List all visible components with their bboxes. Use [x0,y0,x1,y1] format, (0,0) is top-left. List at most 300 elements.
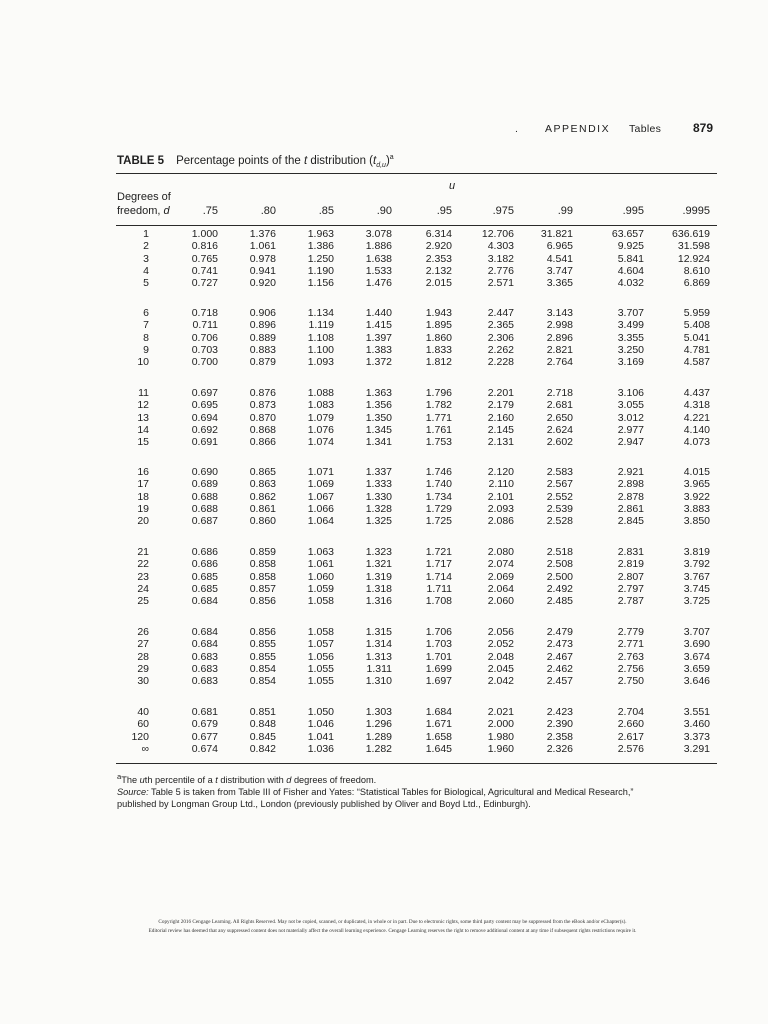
running-head-dot: . [515,123,520,135]
table-row [0,595,768,607]
value-cell: 3.250 [617,343,644,356]
value-cell: 1.108 [307,331,334,344]
value-cell: 3.922 [683,490,710,503]
value-cell: 1.383 [365,343,392,356]
value-cell: 0.686 [191,558,218,571]
row-group [0,307,768,368]
value-cell: 1.886 [365,240,392,253]
value-cell: 1.063 [307,546,334,558]
value-cell: 0.718 [191,307,218,319]
degrees-of-freedom-cell: 8 [143,331,149,344]
value-cell: 1.386 [307,240,334,253]
value-cell: 2.042 [487,675,514,687]
footnote-text-c: distribution with [217,775,287,786]
degrees-of-freedom-cell: 4 [143,264,149,277]
value-cell: 1.753 [425,436,452,448]
value-cell: 4.437 [683,387,710,399]
value-cell: 0.684 [191,638,218,651]
value-cell: 2.756 [617,662,644,675]
value-cell: 2.060 [487,595,514,607]
value-cell: 636.619 [672,228,710,240]
value-cell: 2.179 [487,399,514,412]
value-cell: 0.683 [191,662,218,675]
value-cell: 1.056 [307,650,334,663]
value-cell: 1.041 [307,730,334,743]
value-cell: 1.376 [249,228,276,240]
degrees-of-freedom-cell: 28 [137,650,149,663]
value-cell: 1.036 [307,742,334,755]
value-cell: 0.896 [249,319,276,332]
value-cell: 0.855 [249,638,276,651]
table-row [0,503,768,515]
degrees-of-freedom-cell: 19 [137,502,149,515]
degrees-of-freedom-cell: 20 [137,515,149,527]
value-cell: 2.898 [617,478,644,491]
value-cell: 0.854 [249,675,276,687]
value-cell: 2.660 [617,718,644,731]
footnote-text-e: degrees of freedom. [291,775,377,786]
table-row [0,638,768,650]
column-header: .80 [260,205,276,217]
value-cell: 31.598 [677,240,710,253]
value-cell: 2.447 [487,307,514,319]
value-cell: 1.076 [307,423,334,436]
footnote-t: t [215,775,218,786]
value-cell: 2.567 [546,478,573,491]
table-row [0,663,768,675]
value-cell: 1.761 [425,423,452,436]
value-cell: 1.323 [365,546,392,558]
table-row [0,344,768,356]
value-cell: 1.061 [307,558,334,571]
footnote-u: u [139,775,145,786]
table-row [0,743,768,755]
value-cell: 0.978 [249,252,276,265]
table-bottom-rule [116,763,717,764]
value-cell: 4.015 [683,466,710,478]
value-cell: 3.012 [617,411,644,424]
table-title-mid: distribution ( [307,154,373,167]
value-cell: 3.819 [683,546,710,558]
value-cell: 2.093 [487,502,514,515]
value-cell: 3.551 [683,706,710,718]
value-cell: 2.064 [487,582,514,595]
table-header-rule [116,225,717,226]
value-cell: 0.703 [191,343,218,356]
table-row [0,412,768,424]
value-cell: 4.140 [683,423,710,436]
value-cell: 3.674 [683,650,710,663]
value-cell: 0.845 [249,730,276,743]
value-cell: 3.182 [487,252,514,265]
value-cell: 6.869 [683,277,710,289]
value-cell: 1.714 [425,570,452,583]
degrees-of-freedom-cell: 5 [143,277,149,289]
degrees-of-freedom-cell: 6 [143,307,149,319]
table-row [0,277,768,289]
value-cell: 2.132 [425,264,452,277]
value-cell: 2.353 [425,252,452,265]
value-cell: 1.088 [307,387,334,399]
value-cell: 1.058 [307,595,334,607]
value-cell: 2.807 [617,570,644,583]
value-cell: 3.365 [546,277,573,289]
value-cell: 1.684 [425,706,452,718]
value-cell: 2.797 [617,582,644,595]
value-cell: 0.690 [191,466,218,478]
value-cell: 2.000 [487,718,514,731]
value-cell: 5.408 [683,319,710,332]
value-cell: 0.883 [249,343,276,356]
value-cell: 1.313 [365,650,392,663]
copyright-line2: Editorial review has deemed that any suppressed content does not materially affect the overall learning experience. Cengage Learning reserves the right to remove additional content at any time if subsequent rights restrictions require it. [148,928,637,934]
value-cell: 0.855 [249,650,276,663]
value-cell: 1.330 [365,490,392,503]
value-cell: 0.854 [249,662,276,675]
value-cell: 1.057 [307,638,334,651]
value-cell: 0.686 [191,546,218,558]
value-cell: 2.896 [546,331,573,344]
value-cell: 1.697 [425,675,452,687]
value-cell: 2.576 [617,742,644,755]
table-row [0,332,768,344]
value-cell: 2.160 [487,411,514,424]
source-line1: Table 5 is taken from Table III of Fisher and Yates: “Statistical Tables for Biological, Agricultural and Medical Research,” [148,787,634,798]
table-row [0,319,768,331]
value-cell: 1.943 [425,307,452,319]
degrees-of-freedom-cell: 29 [137,662,149,675]
value-cell: 8.610 [683,264,710,277]
value-cell: 3.725 [683,595,710,607]
value-cell: 1.699 [425,662,452,675]
column-header: .99 [557,205,573,217]
value-cell: 5.959 [683,307,710,319]
value-cell: 1.721 [425,546,452,558]
value-cell: 12.924 [677,252,710,265]
footnote-mark: a [117,772,122,781]
value-cell: 0.687 [191,515,218,527]
value-cell: 0.727 [191,277,218,289]
value-cell: 0.706 [191,331,218,344]
value-cell: 0.889 [249,331,276,344]
value-cell: 0.868 [249,423,276,436]
value-cell: 2.086 [487,515,514,527]
value-cell: 1.963 [307,228,334,240]
value-cell: 0.816 [191,240,218,253]
value-cell: 2.080 [487,546,514,558]
value-cell: 1.303 [365,706,392,718]
column-header: .75 [202,205,218,217]
table-row [0,307,768,319]
value-cell: 1.314 [365,638,392,651]
table-row [0,253,768,265]
value-cell: 1.058 [307,626,334,638]
value-cell: 1.960 [487,742,514,755]
value-cell: 3.373 [683,730,710,743]
degrees-of-freedom-cell: 27 [137,638,149,651]
value-cell: 6.314 [425,228,452,240]
table-row [0,651,768,663]
value-cell: 3.792 [683,558,710,571]
value-cell: 2.947 [617,436,644,448]
value-cell: 1.050 [307,706,334,718]
value-cell: 1.860 [425,331,452,344]
degrees-of-freedom-cell: 10 [137,356,149,368]
value-cell: 1.729 [425,502,452,515]
value-cell: 0.700 [191,356,218,368]
value-cell: 2.878 [617,490,644,503]
copyright-line1: Copyright 2016 Cengage Learning. All Rights Reserved. May not be copied, scanned, or duplicated, in whole or in part. Due to electronic rights, some third party content may be suppressed from the eBook and/or eChapter(s). [158,919,627,925]
value-cell: 4.303 [487,240,514,253]
value-cell: 1.067 [307,490,334,503]
value-cell: 1.100 [307,343,334,356]
degrees-of-freedom-cell: 30 [137,675,149,687]
value-cell: 5.841 [617,252,644,265]
value-cell: 1.321 [365,558,392,571]
value-cell: 1.833 [425,343,452,356]
value-cell: 2.228 [487,356,514,368]
value-cell: 2.845 [617,515,644,527]
value-cell: 1.706 [425,626,452,638]
copyright-notice [90,918,695,936]
value-cell: 1.289 [365,730,392,743]
value-cell: 2.120 [487,466,514,478]
value-cell: 3.143 [546,307,573,319]
dof-label-line2: freedom, [117,205,164,217]
value-cell: 0.689 [191,478,218,491]
table-row [0,399,768,411]
value-cell: 2.467 [546,650,573,663]
value-cell: 0.684 [191,626,218,638]
value-cell: 1.069 [307,478,334,491]
table-title-prefix: Percentage points of the [176,154,304,167]
value-cell: 0.691 [191,436,218,448]
value-cell: 2.787 [617,595,644,607]
value-cell: 2.821 [546,343,573,356]
value-cell: 1.328 [365,502,392,515]
value-cell: 12.706 [481,228,514,240]
value-cell: 1.282 [365,742,392,755]
source-line2: published by Longman Group Ltd., London (previously published by Oliver and Boyd Ltd., Edinburgh). [117,799,531,810]
degrees-of-freedom-cell: 120 [131,730,149,743]
value-cell: 1.071 [307,466,334,478]
degrees-of-freedom-cell: 13 [137,411,149,424]
value-cell: 1.638 [365,252,392,265]
value-cell: 4.541 [546,252,573,265]
value-cell: 1.717 [425,558,452,571]
value-cell: 1.083 [307,399,334,412]
degrees-of-freedom-cell: 18 [137,490,149,503]
value-cell: 0.876 [249,387,276,399]
value-cell: 0.695 [191,399,218,412]
degrees-of-freedom-cell: ∞ [141,742,149,755]
value-cell: 3.883 [683,502,710,515]
value-cell: 1.363 [365,387,392,399]
degrees-of-freedom-cell: 3 [143,252,149,265]
table-top-rule [116,173,717,174]
value-cell: 0.863 [249,478,276,491]
value-cell: 3.078 [365,228,392,240]
value-cell: 2.358 [546,730,573,743]
value-cell: 63.657 [611,228,644,240]
footnote [117,771,727,786]
value-cell: 2.326 [546,742,573,755]
table-row [0,478,768,490]
table-title [117,154,394,169]
value-cell: 0.677 [191,730,218,743]
value-cell: 2.145 [487,423,514,436]
value-cell: 1.296 [365,718,392,731]
value-cell: 2.390 [546,718,573,731]
value-cell: 3.291 [683,742,710,755]
value-cell: 1.119 [308,319,334,332]
value-cell: 2.508 [546,558,573,571]
value-cell: 1.316 [365,595,392,607]
value-cell: 1.311 [366,662,392,675]
table-row [0,706,768,718]
value-cell: 0.870 [249,411,276,424]
value-cell: 2.764 [546,356,573,368]
table-row [0,240,768,252]
table-title-end: ) [385,154,390,167]
value-cell: 4.587 [683,356,710,368]
value-cell: 3.707 [617,307,644,319]
value-cell: 1.782 [425,399,452,412]
value-cell: 2.056 [487,626,514,638]
table-title-subscript: d,u [376,162,386,170]
value-cell: 4.781 [683,343,710,356]
value-cell: 1.341 [365,436,392,448]
row-group [0,706,768,755]
row-group [0,466,768,527]
footnote-d: d [286,775,292,786]
table-row [0,424,768,436]
value-cell: 9.925 [617,240,644,253]
value-cell: 0.862 [249,490,276,503]
table-title-t2: t [373,154,377,167]
column-header: .9995 [682,205,710,217]
value-cell: 2.571 [487,277,514,289]
table-row [0,265,768,277]
value-cell: 0.679 [191,718,218,731]
value-cell: 2.074 [487,558,514,571]
value-cell: 3.355 [617,331,644,344]
degrees-of-freedom-cell: 24 [137,582,149,595]
value-cell: 0.685 [191,570,218,583]
value-cell: 0.684 [191,595,218,607]
value-cell: 3.460 [683,718,710,731]
value-cell: 1.319 [365,570,392,583]
table-row [0,436,768,448]
value-cell: 1.645 [425,742,452,755]
table-row [0,718,768,730]
value-cell: 2.500 [546,570,573,583]
value-cell: 1.812 [425,356,452,368]
value-cell: 1.318 [365,582,392,595]
value-cell: 0.681 [191,706,218,718]
value-cell: 1.064 [307,515,334,527]
value-cell: 6.965 [546,240,573,253]
value-cell: 1.372 [365,356,392,368]
source-note [117,786,727,798]
degrees-of-freedom-cell: 17 [137,478,149,491]
table-row [0,731,768,743]
value-cell: 1.703 [425,638,452,651]
table-title-note-mark: a [389,154,394,161]
value-cell: 3.659 [683,662,710,675]
value-cell: 0.856 [249,595,276,607]
value-cell: 2.021 [487,706,514,718]
value-cell: 1.980 [487,730,514,743]
value-cell: 3.850 [683,515,710,527]
value-cell: 2.110 [488,478,514,491]
value-cell: 1.415 [365,319,392,332]
value-cell: 1.190 [307,264,334,277]
value-cell: 1.074 [307,436,334,448]
value-cell: 2.624 [546,423,573,436]
value-cell: 0.688 [191,502,218,515]
row-group [0,626,768,687]
value-cell: 1.533 [365,264,392,277]
footnote-text-a: The [121,775,140,786]
value-cell: 4.032 [617,277,644,289]
column-header: .975 [492,205,514,217]
value-cell: 0.859 [249,546,276,558]
u-label: u [449,180,456,192]
value-cell: 0.765 [191,252,218,265]
table-row [0,387,768,399]
running-head-subsection: Tables [629,123,662,135]
column-header: .90 [376,205,392,217]
value-cell: 5.041 [683,331,710,344]
value-cell: 2.539 [546,502,573,515]
table-row [0,675,768,687]
value-cell: 0.692 [191,423,218,436]
value-cell: 0.941 [249,264,276,277]
value-cell: 0.858 [249,558,276,571]
value-cell: 1.060 [307,570,334,583]
dof-label-d: d [163,205,170,217]
value-cell: 2.617 [617,730,644,743]
degrees-of-freedom-cell: 15 [137,436,149,448]
value-cell: 2.771 [617,638,644,651]
value-cell: 1.740 [425,478,452,491]
value-cell: 2.602 [546,436,573,448]
value-cell: 0.683 [191,675,218,687]
value-cell: 2.776 [487,264,514,277]
value-cell: 4.604 [617,264,644,277]
value-cell: 1.066 [307,502,334,515]
table-title-t: t [303,154,308,167]
value-cell: 1.315 [365,626,392,638]
value-cell: 1.356 [365,399,392,412]
value-cell: 2.977 [617,423,644,436]
value-cell: 0.674 [191,742,218,755]
value-cell: 2.462 [546,662,573,675]
value-cell: 31.821 [540,228,573,240]
degrees-of-freedom-cell: 11 [138,387,149,399]
value-cell: 1.708 [425,595,452,607]
value-cell: 1.046 [307,718,334,731]
value-cell: 2.819 [617,558,644,571]
value-cell: 0.920 [249,277,276,289]
value-cell: 0.694 [191,411,218,424]
degrees-of-freedom-cell: 22 [137,558,149,571]
table-row [0,626,768,638]
value-cell: 2.101 [487,490,514,503]
value-cell: 1.061 [249,240,276,253]
value-cell: 3.106 [617,387,644,399]
